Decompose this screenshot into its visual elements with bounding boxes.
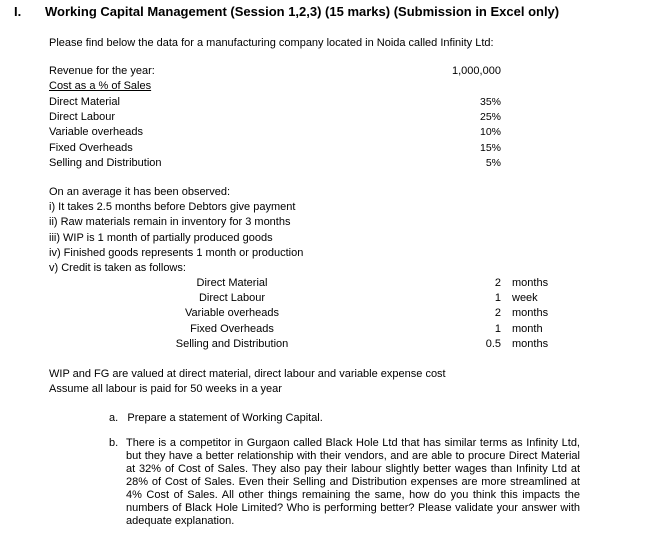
cost-value: 5% [485,157,501,169]
cost-value: 35% [479,96,501,108]
question-a-text: Prepare a statement of Working Capital. [127,412,323,424]
credit-label: Direct Labour [198,292,266,304]
cost-label: Direct Labour [49,111,116,123]
intro-text: Please find below the data for a manufacturing company located in Noida called Infinity Ltd: [49,37,494,49]
observation-line: iii) WIP is 1 month of partially produced goods [49,232,273,244]
cost-label: Direct Material [49,96,120,108]
page-title: Working Capital Management (Session 1,2,3) (15 marks) (Submission in Excel only) [45,4,560,19]
observation-line: ii) Raw materials remain in inventory for 3 months [49,216,291,228]
observation-line: i) It takes 2.5 months before Debtors give payment [49,201,296,213]
question-a-letter: a. [109,412,119,424]
revenue-label: Revenue for the year: [49,65,155,77]
credit-value: 1 [494,292,501,304]
note-line: WIP and FG are valued at direct material, direct labour and variable expense cost [49,368,446,380]
cost-label: Selling and Distribution [49,157,162,169]
observation-line: iv) Finished goods represents 1 month or production [49,247,304,259]
cost-value: 25% [479,111,501,123]
note-line: Assume all labour is paid for 50 weeks in a year [49,383,282,395]
cost-label: Fixed Overheads [49,142,133,154]
credit-value: 1 [494,323,501,335]
credit-label: Variable overheads [185,307,279,319]
question-a [109,412,323,424]
observation-line: v) Credit is taken as follows: [49,262,186,274]
credit-value: 2 [494,277,501,289]
credit-value: 2 [494,307,501,319]
credit-unit: month [512,323,543,335]
credit-label: Fixed Overheads [190,323,274,335]
cost-value: 10% [479,126,501,138]
cost-value: 15% [479,142,501,154]
question-b-text: There is a competitor in Gurgaon called Black Hole Ltd that has similar terms as Infinity Ltd, but they have a better relationship with their vendors, and are able to procure Direct Material at 32% of Cost of Sales. They also pay their labour slightly better wages than Infinity Ltd at 28% of Cost of Sales. Even their Selling and Distribution expenses are more streamlined at 4% Cost of Sales. All other things remaining the same, how do you think this impacts the numbers of Black Hole Limited? Who is performing better? Please validate your answer with adequate explanation. [126,437,580,527]
credit-unit: months [512,307,549,319]
section-number: I. [14,4,22,19]
credit-label: Direct Material [196,277,268,289]
credit-value: 0.5 [485,338,501,350]
cost-label: Variable overheads [49,126,143,138]
credit-label: Selling and Distribution [175,338,289,350]
credit-unit: months [512,277,549,289]
revenue-value: 1,000,000 [452,65,501,77]
question-b-letter: b. [109,437,119,449]
credit-unit: week [512,292,538,304]
observation-line: On an average it has been observed: [49,186,231,198]
credit-unit: months [512,338,549,350]
cost-header: Cost as a % of Sales [49,80,152,92]
